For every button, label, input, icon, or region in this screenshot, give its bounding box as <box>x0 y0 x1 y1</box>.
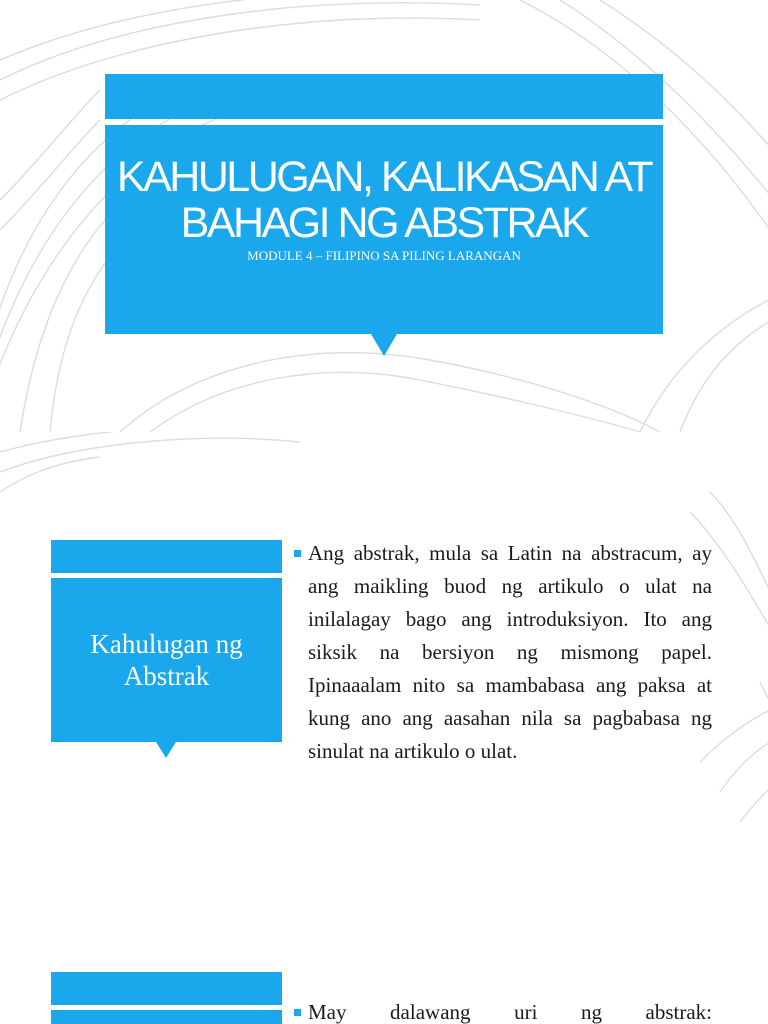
bullet-text: Ang abstrak, mula sa Latin na abstracum, ay ang maikling buod ng artikulo o ulat na inilalagay bago ang introduksiyon. Ito ang siksik na bersiyon ng mismong papel. Ipinaaalam nito sa mambabasa ang paksa at kung ano ang aasahan nila sa pagbabasa ng sinulat na artikulo o ulat. <box>308 541 712 763</box>
bullet-item <box>294 537 712 768</box>
slide-title-line2: BAHAGI NG ABSTRAK <box>180 199 588 247</box>
section-heading-line1: Kahulugan ng <box>90 629 243 659</box>
section-heading-line2: Abstrak <box>123 661 210 691</box>
title-accent-strip <box>105 74 663 119</box>
slide-title <box>105 154 663 246</box>
heading-accent-strip <box>51 540 282 573</box>
bullet-square-icon <box>294 1009 301 1016</box>
title-slide <box>0 0 768 432</box>
slide-subtitle: MODULE 4 – FILIPINO SA PILING LARANGAN <box>247 248 521 263</box>
title-box-pointer <box>371 334 397 356</box>
heading-accent-strip <box>51 972 282 1005</box>
heading-box-pointer <box>156 742 176 758</box>
bullet-text: May dalawang uri ng abstrak: <box>308 1000 712 1024</box>
slide-title-line1: KAHULUGAN, KALIKASAN AT <box>116 153 652 201</box>
bullet-square-icon <box>294 550 301 557</box>
heading-box <box>51 1010 282 1024</box>
types-slide <box>0 864 768 1024</box>
bullet-item <box>294 996 712 1024</box>
section-heading <box>51 628 282 692</box>
meaning-slide <box>0 432 768 864</box>
